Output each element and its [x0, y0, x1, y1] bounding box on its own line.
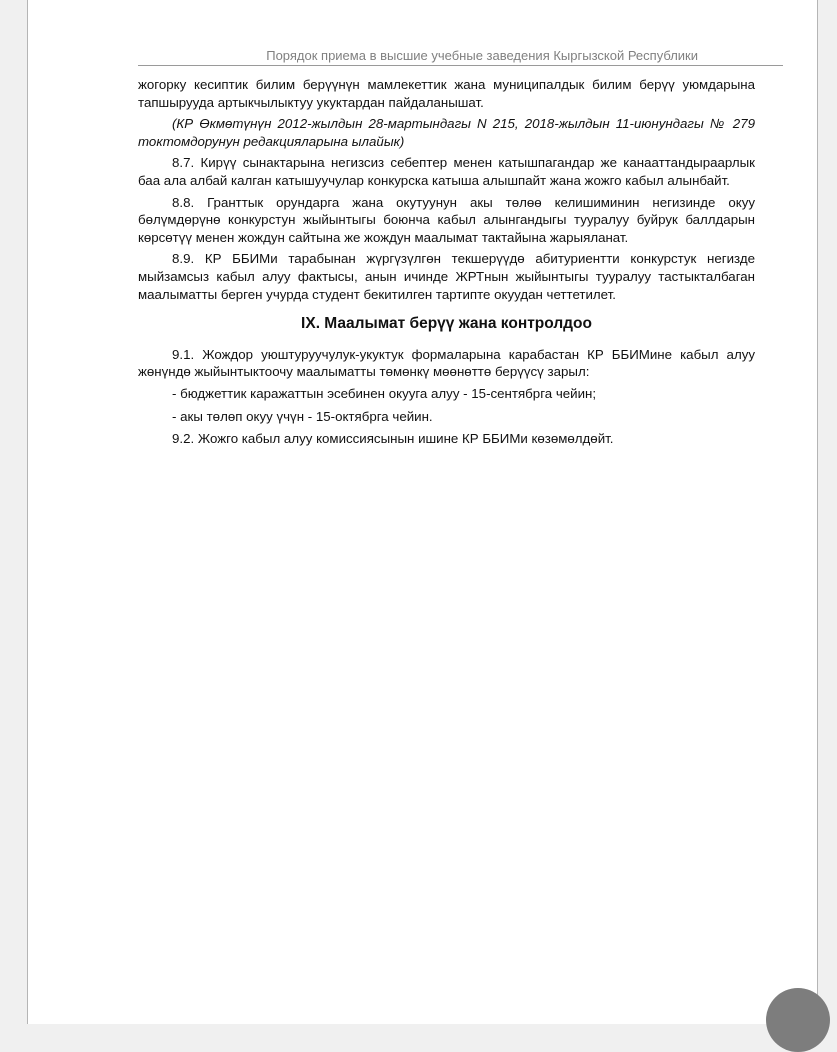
running-header	[138, 48, 783, 66]
paragraph-9-1: 9.1. Жождор уюштуруучулук-укуктук формаларына карабастан КР ББИМине кабыл алуу жөнүндө жыйынтыктоочу маалыматты төмөнкү мөөнөттө берүүсү зарыл:	[138, 346, 755, 380]
section-heading: IX. Маалымат берүү жана контролдоо	[301, 315, 592, 333]
list-item-paid: - акы төлөп окуу үчүн - 15-октябрга чейин.	[172, 408, 433, 424]
paragraph-9-2: 9.2. Жожго кабыл алуу комиссиясынын ишине КР ББИМи көзөмөлдөйт.	[172, 431, 614, 447]
running-header-title: Порядок приема в высшие учебные заведения Кыргызской Республики	[266, 48, 698, 63]
paragraph-amendment-note: (КР Өкмөтүнүн 2012-жылдын 28-мартындагы N 215, 2018-жылдын 11-июнундагы № 279 токтомдорунун редакцияларына ылайык)	[138, 116, 755, 149]
paragraph-continuation: жогорку кесиптик билим берүүнүн мамлекеттик жана муниципалдык билим берүү уюмдарына тапшырууда артыкчылыктуу укуктардан пайдаланышат.	[138, 77, 755, 110]
scroll-button[interactable]	[766, 988, 830, 1052]
paragraph-8-9: 8.9. КР ББИМи тарабынан жүргүзүлгөн текшерүүдө абитуриентти конкурстук негизде мыйзамсыз кабыл алуу фактысы, анын ичинде ЖРТнын жыйынтыгы тууралуу тастыкталбаган маалыматты берген учурда студент бекитилген тартипте окуудан четтетилет.	[138, 251, 755, 302]
paragraph-8-7: 8.7. Кирүү сынактарына негизсиз себептер менен катышпагандар же канааттандыраарлык баа ала албай калган катышуучулар конкурска катыша алышпайт жана жожго кабыл алынбайт.	[138, 155, 755, 188]
document-page	[27, 0, 818, 1024]
list-item-budget: - бюджеттик каражаттын эсебинен окууга алуу - 15-сентябрга чейин;	[172, 385, 597, 401]
paragraph-8-8: 8.8. Гранттык орундарга жана окутуунун акы төлөө келишиминин негизинде окуу бөлүмдөрүнө конкурстун жыйынтыгы боюнча кабыл алынгандыгы тууралуу буйрук баллдарын көрсөтүү менен жождун сайтына же жождун маалымат тактайына жарыяланат.	[138, 194, 755, 245]
page-content	[138, 76, 755, 452]
